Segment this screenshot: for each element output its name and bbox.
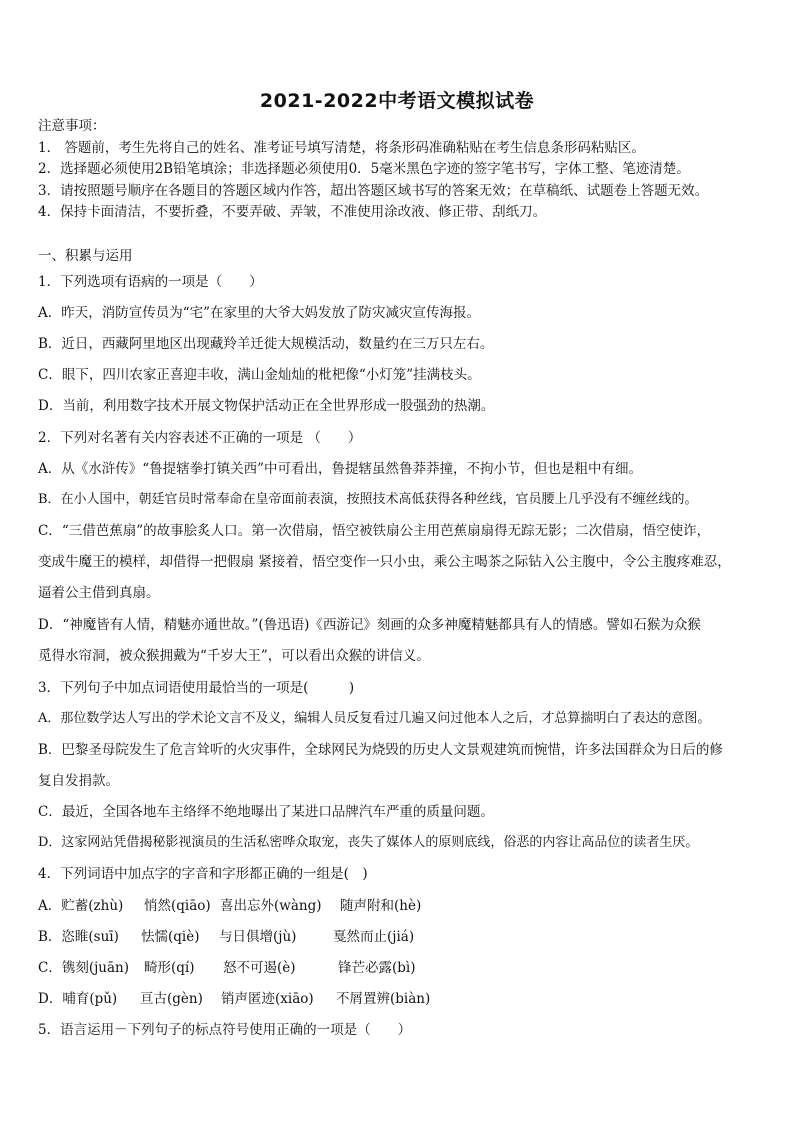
option-term: 与日俱增(jù)	[219, 929, 297, 945]
option-line: D．“神魔皆有人情，精魅亦通世故。”(鲁迅语)《西游记》刻画的众多神魔精魅都具有人的情感。譬如石猴为众猴	[38, 617, 701, 633]
option-term: 怒不可遏(è)	[223, 960, 296, 976]
option-line: A．昨天，消防宣传员为“宅”在家里的大爷大妈发放了防灾减灾宣传海报。	[38, 305, 481, 321]
option-line: D．这家网站凭借揭秘影视演员的生活私密哗众取宠，丧失了媒体人的原则底线，俗恶的内容让高品位的读者生厌。	[38, 835, 699, 850]
option-term: C．镌刻(juān)	[38, 960, 129, 976]
option-term: 喜出忘外(wàng)	[220, 898, 322, 914]
option-line: C．最近，全国各地车主络绎不绝地曝出了某进口品牌汽车严重的质量问题。	[38, 804, 494, 820]
option-line: 复自发捐款。	[38, 773, 119, 789]
option-line: 变成牛魔王的模样，却借得一把假扇 紧接着，悟空变作一只小虫，乘公主喝茶之际钻入公主腹中，令公主腹疼难忍，	[38, 554, 731, 570]
option-line: B．在小人国中，朝廷官员时常奉命在皇帝面前表演，按照技术高低获得各种丝线，官员腰上几乎没有不缠丝线的。	[38, 492, 698, 507]
notice-item: 3．请按照题号顺序在各题目的答题区域内作答，超出答题区域书写的答案无效；在草稿纸、试题卷上答题无效。	[38, 182, 709, 199]
option-line: B．近日，西藏阿里地区出现藏羚羊迁徙大规模活动，数量约在三万只左右。	[38, 336, 494, 352]
section-heading: 一、积累与运用	[38, 248, 133, 264]
option-line: D．当前，利用数字技术开展文物保护活动正在全世界形成一股强劲的热潮。	[38, 398, 495, 414]
option-term: 锋芒必露(bì)	[338, 960, 416, 976]
option-term: D．哺育(pǔ)	[38, 991, 118, 1007]
option-term: 随声附和(hè)	[340, 898, 422, 914]
question-2: 2．下列对名著有关内容表述不正确的一项是 （ ）	[38, 430, 362, 446]
question-3: 3．下列句子中加点词语使用最恰当的一项是( )	[38, 680, 355, 696]
option-term: A．贮蓄(zhù)	[38, 898, 124, 914]
notice-item: 4．保持卡面清洁，不要折叠，不要弄破、弄皱，不准使用涂改液、修正带、刮纸刀。	[38, 204, 547, 220]
option-line: 觅得水帘洞，被众猴拥戴为“千岁大王”，可以看出众猴的讲信义。	[38, 648, 430, 664]
option-term: 亘古(gèn)	[140, 991, 203, 1007]
option-term: 不屑置辨(biàn)	[336, 991, 431, 1007]
question-5: 5．语言运用－下列句子的标点符号使用正确的一项是（ ）	[38, 1022, 412, 1038]
option-line: A．从《水浒传》“鲁提辖拳打镇关西”中可看出，鲁提辖虽然鲁莽莽撞，不拘小节，但也是粗中有细。	[38, 461, 643, 477]
notice-heading: 注意事项：	[38, 118, 106, 134]
option-term: B．恣睢(suī)	[38, 929, 119, 945]
option-line: B．巴黎圣母院发生了危言耸听的火灾事件，全球网民为烧毁的历史人文景观建筑而惋惜，许多法国群众为日后的修	[38, 742, 723, 758]
option-term: 戛然而止(jiá)	[333, 929, 415, 945]
question-4: 4．下列词语中加点字的字音和字形都正确的一组是( )	[38, 866, 368, 882]
option-term: 怯懦(qiè)	[141, 929, 200, 945]
option-term: 悄然(qiāo)	[144, 898, 211, 914]
notice-item: 1． 答题前，考生先将自己的姓名、准考证号填写清楚，将条形码准确粘贴在考生信息条形码粘贴区。	[38, 139, 645, 156]
option-line: C．“三借芭蕉扇”的故事脍炙人口。第一次借扇，悟空被铁扇公主用芭蕉扇扇得无踪无影；二次借扇，悟空使诈，	[38, 523, 711, 539]
option-line: 逼着公主借到真扇。	[38, 585, 160, 601]
question-1: 1．下列选项有语病的一项是（ ）	[38, 274, 263, 290]
page-title: 2021-2022中考语文模拟试卷	[259, 90, 535, 112]
option-line: C．眼下，四川农家正喜迎丰收，满山金灿灿的枇杷像“小灯笼”挂满枝头。	[38, 367, 481, 383]
notice-item: 2．选择题必须使用2B铅笔填涂；非选择题必须使用0．5毫米黑色字迹的签字笔书写，字体工整、笔迹清楚。	[38, 161, 690, 177]
option-term: 销声匿迹(xiāo)	[221, 991, 314, 1007]
option-term: 畸形(qí)	[144, 960, 195, 976]
option-line: A．那位数学达人写出的学术论文言不及义，编辑人员反复看过几遍又问过他本人之后，才总算揣明白了表达的意图。	[38, 711, 711, 726]
notice-block	[38, 116, 760, 224]
